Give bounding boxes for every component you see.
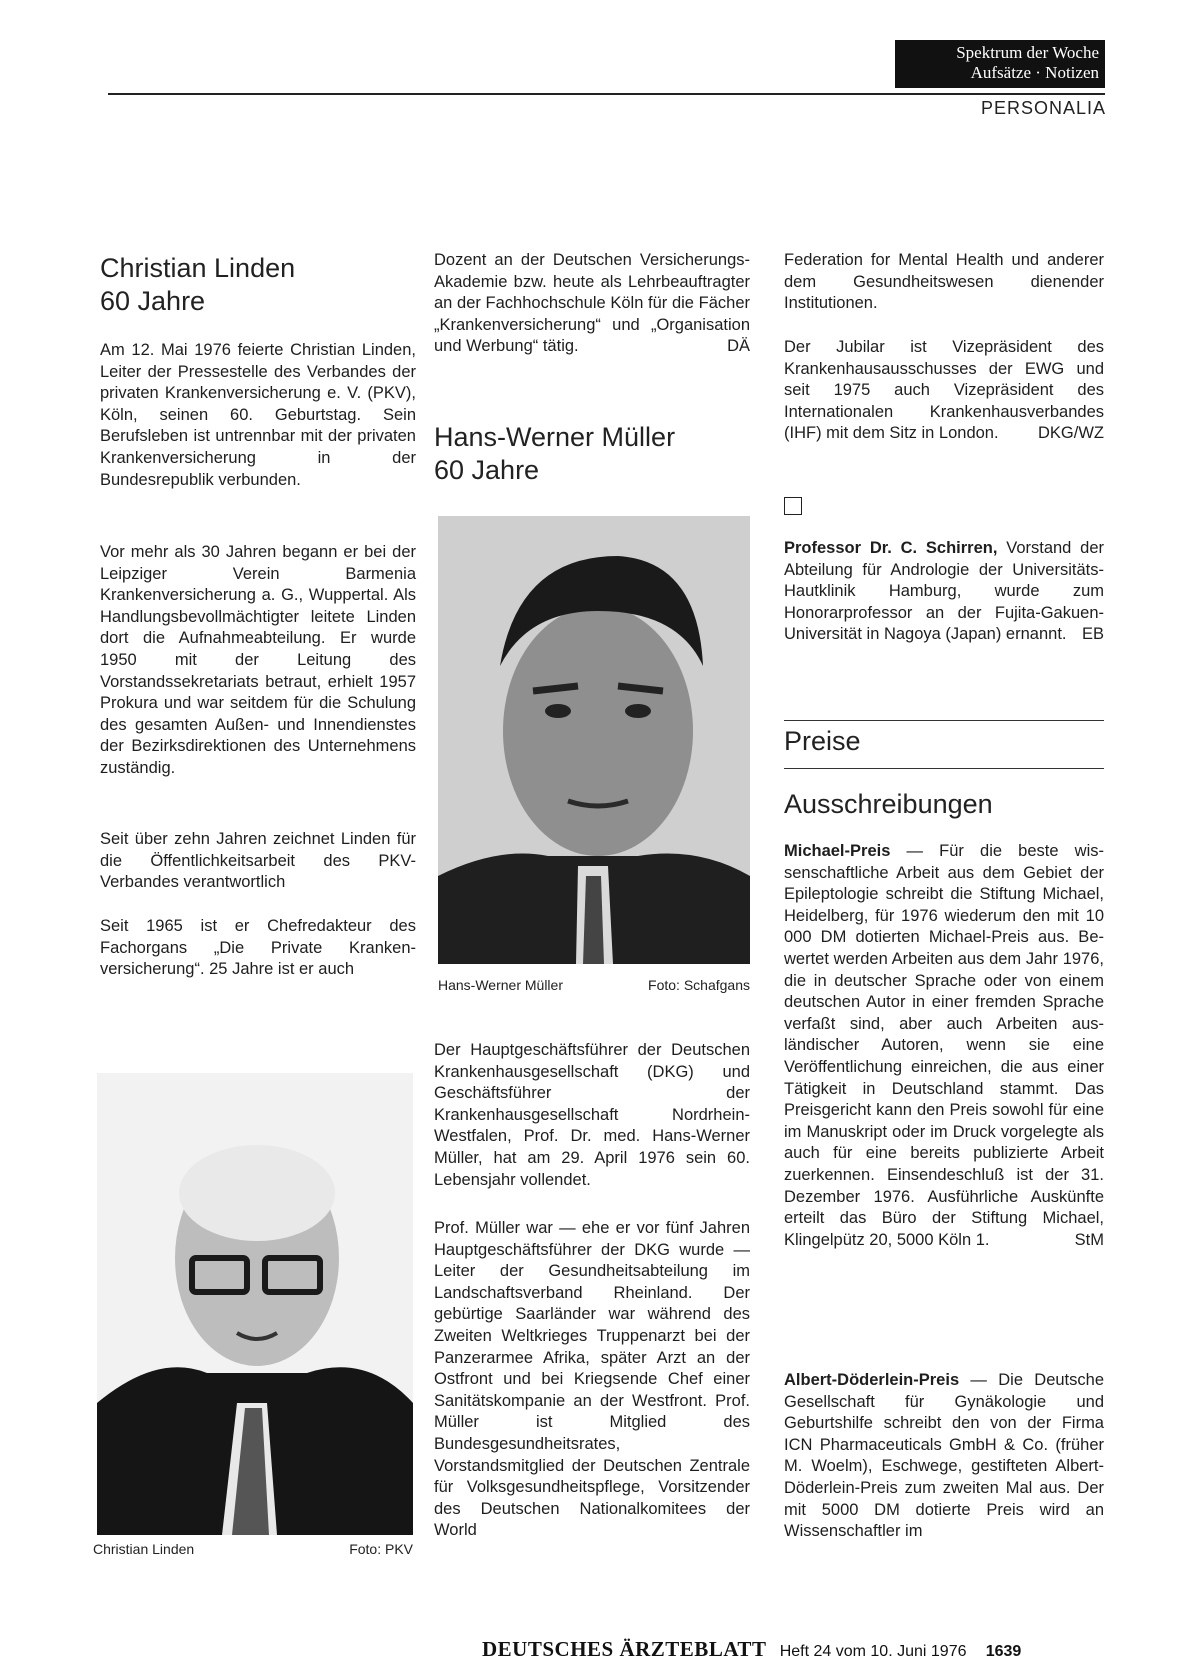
mueller-paragraph-4-text: Der Jubilar ist Vizepräsident des Krankenhausausschusses der EWG und seit 1975 auch Vizepräsident des Internationalen Krankenhausverbandes (IHF) mit dem Sitz in London. [784, 338, 1104, 443]
prizes-rule-bottom [784, 768, 1104, 769]
page-footer [482, 1637, 1122, 1662]
linden-portrait-image [97, 1073, 413, 1535]
michael-prize-text: — Für die beste wissenschaftliche Arbeit aus dem Gebiet der Epileptologie schreibt die Stiftung Michael, Heidelberg, für 1976 wiederum den mit 10 000 DM dotierten Michael-Preis aus. Bewertet werden Arbeiten aus dem Jahr 1976, die in deutscher Sprache oder von einem deutschen Autor in einer fremden Sprache verfaßt sind, aber auch Arbeiten ausländischer Autoren, wenn sie eine Veröffentlichung einreichen, die aus einer Tätigkeit in Deutschland stammt. Das Preisgericht kann den Preis sowohl für eine im Manuskript oder im Druck vorgelegte als auch für eine bereits publizierte Arbeit zuerkennen. Einsendeschluß ist der 31. Dezember 1976. Ausführliche Auskünfte erteilt das Büro der Stiftung Michael, Klingelpütz 20, 5000 Köln 1. [784, 842, 1104, 1249]
linden-photo [97, 1073, 413, 1535]
journal-name: DEUTSCHES ÄRZTEBLATT [482, 1637, 767, 1661]
linden-paragraph-1: Am 12. Mai 1976 feierte Christian Linden, Leiter der Pressestelle des Verbandes der privaten Krankenversicherung e. V. (PKV), Köln, seinen 60. Geburtstag. Sein Berufsleben ist untrennbar mit der privaten Krankenversicherung in der Bundesrepublik verbunden. [100, 341, 416, 489]
linden-paragraph-5-text: Dozent an der Deutschen Versicherungs-Akademie bzw. heute als Lehrbeauftragter an der Fachhochschule Köln für die Fächer „Krankenversicherung“ und „Organisation und Werbung“ tätig. [434, 251, 750, 356]
mueller-paragraph-3: Federation for Mental Health und anderer dem Gesundheitswesen dienender Institutionen. [784, 251, 1104, 313]
mueller-photo [438, 516, 750, 964]
linden-signature: DÄ [727, 337, 750, 356]
mueller-paragraph-4 [784, 337, 1104, 445]
mueller-paragraph-2: Prof. Müller war — ehe er vor fünf Jahren Hauptgeschäftsführer der DKG wurde — Leiter der Gesundheitsabteilung im Landschaftsverband Rheinland. Der gebürtige Saarländer war während des Zweiten Weltkrieges Truppenarzt bei der Panzerarmee Afrika, später Arzt an der Ostfront und bei Kriegsende Chef einer Sanitätskompanie an der Westfront. Prof. Müller ist Mitglied des Bundesgesundheitsrates, Vorstandsmitglied der Deutschen Zentrale für Volksgesundheitspflege, Vorsitzender des Deutschen Nationalkomitees der World [434, 1219, 750, 1540]
linden-caption-credit: Foto: PKV [349, 1541, 413, 1557]
doederlein-prize-paragraph [784, 1370, 1104, 1543]
prizes-rule-top [784, 720, 1104, 721]
issue-info: Heft 24 vom 10. Juni 1976 [779, 1643, 967, 1660]
doederlein-prize-text: — Die Deutsche Gesellschaft für Gynäkologie und Geburtshilfe schreibt den von der Firma ICN Pharmaceuticals GmbH & Co. (früher M. Woelm), Eschwege, gestifteten Albert-Döderlein-Preis zum zweiten Mal aus. Der mit 5000 DM dotierte Preis wird an Wissenschaftler im [784, 1371, 1104, 1541]
mueller-title-line1: Hans-Werner Müller [434, 422, 676, 452]
section-end-marker [784, 497, 802, 515]
mueller-paragraph-1: Der Hauptgeschäftsführer der Deutschen Krankenhausgesellschaft (DKG) und Geschäftsführer der Krankenhausgesellschaft Nordrhein-Westfalen, Prof. Dr. med. Hans-Werner Müller, hat am 29. April 1976 sein 60. Lebensjahr vollendet. [434, 1041, 750, 1189]
section-badge-line2: Aufsätze · Notizen [970, 63, 1099, 82]
linden-photo-caption [93, 1541, 413, 1557]
page-number: 1639 [985, 1643, 1022, 1660]
doederlein-prize-name: Albert-Döderlein-Preis [784, 1371, 960, 1389]
michael-prize-name: Michael-Preis [784, 842, 891, 860]
michael-prize-signature: StM [1074, 1230, 1104, 1249]
prizes-heading: Preise [784, 726, 861, 756]
mueller-caption-name: Hans-Werner Müller [438, 977, 563, 993]
article-title-line2: 60 Jahre [100, 286, 206, 316]
prizes-subheading: Ausschreibungen [784, 789, 993, 819]
mueller-title-line2: 60 Jahre [434, 455, 540, 485]
mueller-portrait-image [438, 516, 750, 964]
schirren-signature: EB [1081, 625, 1104, 644]
mueller-photo-caption [438, 977, 750, 993]
article-linden-title [100, 252, 416, 318]
linden-paragraph-5 [434, 250, 750, 358]
mueller-caption-credit: Foto: Schafgans [648, 977, 750, 993]
michael-prize-paragraph [784, 841, 1104, 1251]
linden-caption-name: Christian Linden [93, 1541, 195, 1557]
schirren-notice-text: Vorstand der Abteilung für Andrologie der Universitäts-Hautklinik Hamburg, wurde zum Honorarprofessor an der Fujita-Gakuen-Universität in Nagoya (Japan) ernannt. [784, 539, 1104, 644]
section-badge [895, 40, 1105, 88]
section-label: PERSONALIA [980, 98, 1106, 118]
linden-paragraph-4: Seit 1965 ist er Chefredakteur des Fachorgans „Die Private Krankenversicherung“. 25 Jahre ist er auch [100, 917, 416, 979]
mueller-signature: DKG/WZ [1038, 424, 1104, 443]
article-mueller-title [434, 421, 750, 487]
linden-paragraph-2: Vor mehr als 30 Jahren begann er bei der Leipziger Verein Barmenia Krankenversicherung a. G., Wuppertal. Als Handlungsbevollmächtigter leitete Linden dort die Aufnahmeabteilung. Er wurde 1950 mit der Leitung des Vorstandssekretariats betraut, erhielt 1957 Prokura und war seitdem für die Schulung des gesamten Außen- und Innendienstes der Bezirksdirektionen des Unternehmens zuständig. [100, 543, 416, 777]
schirren-notice [784, 538, 1104, 646]
section-badge-line1: Spektrum der Woche [956, 43, 1099, 62]
article-title-line1: Christian Linden [100, 253, 296, 283]
schirren-name: Professor Dr. C. Schirren, [784, 539, 998, 557]
linden-paragraph-3: Seit über zehn Jahren zeichnet Linden für die Öffentlichkeitsarbeit des PKV-Verbandes verantwortlich [100, 830, 416, 892]
header-rule [108, 93, 1105, 95]
